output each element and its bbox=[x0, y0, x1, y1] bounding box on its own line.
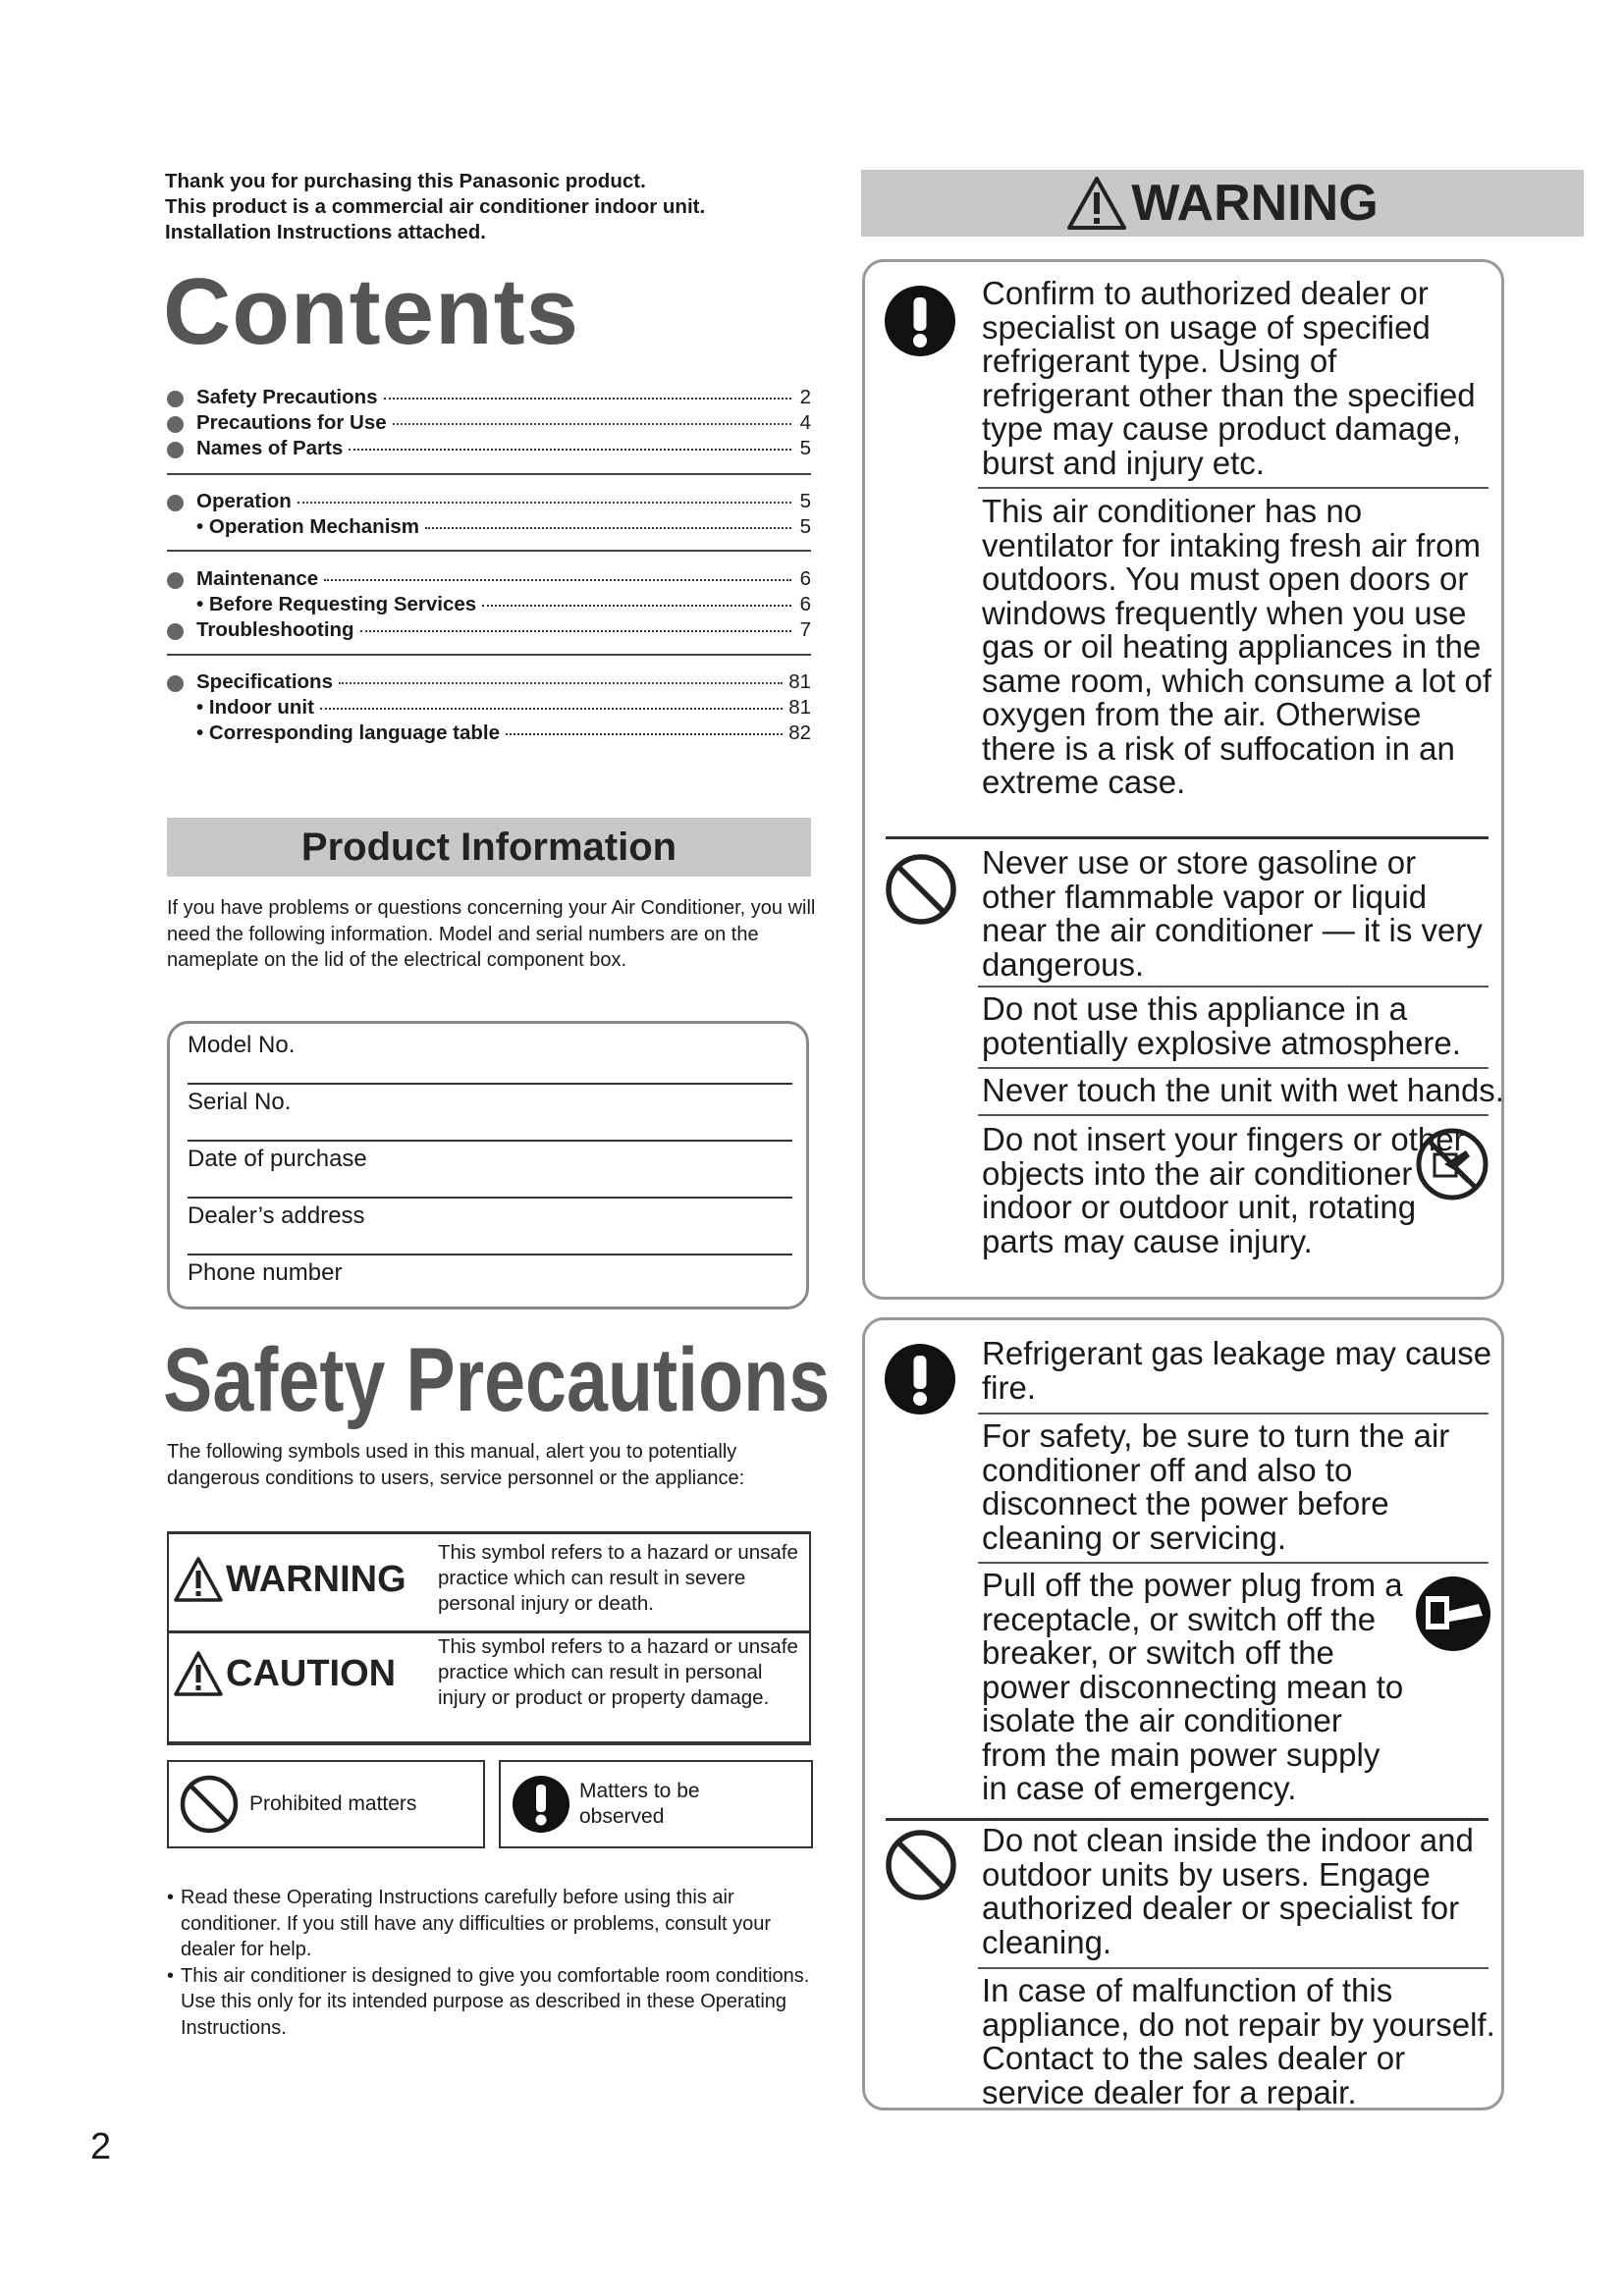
intro-text bbox=[165, 169, 833, 245]
prohibited-icon bbox=[179, 1774, 240, 1835]
symbol-table bbox=[167, 1531, 811, 1745]
warning-divider bbox=[886, 1818, 1489, 1821]
mandatory-icon bbox=[884, 285, 956, 357]
field-line bbox=[188, 1254, 792, 1255]
warning-divider bbox=[978, 1562, 1489, 1564]
contents-title: Contents bbox=[163, 259, 579, 364]
field-line bbox=[188, 1140, 792, 1142]
warning-divider bbox=[978, 1114, 1489, 1116]
bullet-icon bbox=[167, 391, 184, 407]
toc-divider bbox=[167, 473, 811, 475]
warning-triangle-icon bbox=[1066, 176, 1127, 231]
toc-subitem[interactable]: • Before Requesting Services 6 bbox=[196, 593, 811, 615]
mandatory-icon bbox=[511, 1774, 571, 1835]
toc-subitem[interactable]: • Corresponding language table 82 bbox=[196, 721, 811, 744]
warning-no-self-repair: In case of malfunction of this appliance, do not repair by yourself. Contact to the sales dealer or service dealer for a repair. bbox=[982, 1972, 1495, 2110]
no-fingers-icon bbox=[1415, 1127, 1489, 1201]
warning-symbol-label: WARNING bbox=[173, 1556, 406, 1603]
warning-divider bbox=[886, 836, 1489, 839]
prohibited-legend bbox=[167, 1760, 485, 1848]
product-info-form bbox=[167, 1021, 809, 1309]
unplug-icon bbox=[1414, 1575, 1492, 1653]
product-info-text: If you have problems or questions concerning your Air Conditioner, you will need the following information. Model and serial numbers are on the nameplate on the lid of the electrical component box. bbox=[167, 897, 816, 971]
safety-precautions-title: Safety Precautions bbox=[163, 1330, 831, 1430]
field-line bbox=[188, 1083, 792, 1085]
usage-notes bbox=[167, 1885, 815, 2041]
intro-line-1: Thank you for purchasing this Panasonic product. bbox=[165, 170, 646, 192]
toc-divider bbox=[167, 550, 811, 552]
warning-divider bbox=[978, 1967, 1489, 1969]
caution-symbol-label: CAUTION bbox=[173, 1650, 396, 1697]
prohibited-icon bbox=[884, 852, 958, 927]
warning-symbol-desc: This symbol refers to a hazard or unsafe practice which can result in severe personal injury or death. bbox=[438, 1541, 798, 1615]
dealer-address-field[interactable]: Dealer’s address bbox=[188, 1202, 365, 1229]
warning-power-plug: Pull off the power plug from a receptacle, or switch off the breaker, or switch off the power disconnecting mean to isolate the air conditioner from the main power supply in case of emergency. bbox=[982, 1567, 1404, 1806]
prohibited-label: Prohibited matters bbox=[249, 1792, 417, 1815]
bullet-icon bbox=[167, 416, 184, 433]
toc-group-1 bbox=[167, 386, 811, 462]
symbol-table-divider bbox=[169, 1630, 809, 1633]
toc-group-2 bbox=[167, 490, 811, 541]
warning-triangle-icon bbox=[173, 1556, 224, 1603]
warning-divider bbox=[978, 1413, 1489, 1415]
toc-item[interactable]: Troubleshooting 7 bbox=[167, 618, 811, 644]
bullet-icon bbox=[167, 495, 184, 511]
intro-line-2: This product is a commercial air conditioner indoor unit. bbox=[165, 195, 706, 218]
bullet-icon bbox=[167, 623, 184, 640]
warning-wet-hands: Never touch the unit with wet hands. bbox=[982, 1072, 1504, 1108]
warning-refrigerant-type: Confirm to authorized dealer or specialist on usage of specified refrigerant type. Using of refrigerant other than the specified type may cause product damage, burst and injury etc. bbox=[982, 275, 1476, 481]
warning-power-off: For safety, be sure to turn the air conditioner off and also to disconnect the power before cleaning or servicing. bbox=[982, 1417, 1450, 1556]
toc-subitem[interactable]: • Indoor unit 81 bbox=[196, 696, 811, 719]
bullet-icon bbox=[167, 572, 184, 589]
mandatory-icon bbox=[884, 1343, 956, 1415]
safety-intro-text: The following symbols used in this manual, alert you to potentially dangerous conditions to users, service personnel or the appliance: bbox=[167, 1441, 745, 1489]
toc-subitem[interactable]: • Operation Mechanism 5 bbox=[196, 515, 811, 538]
date-of-purchase-field[interactable]: Date of purchase bbox=[188, 1146, 367, 1172]
toc-item[interactable]: Safety Precautions 2 bbox=[167, 386, 811, 411]
bullet-icon bbox=[167, 675, 184, 692]
toc-item[interactable]: Operation 5 bbox=[167, 490, 811, 515]
warning-flammable: Never use or store gasoline or other flammable vapor or liquid near the air conditioner — it is very dangerous. bbox=[982, 844, 1483, 983]
warning-divider bbox=[978, 986, 1489, 988]
product-info-heading: Product Information bbox=[167, 818, 811, 877]
note-item: • Read these Operating Instructions carefully before using this air conditioner. If you still have any difficulties or problems, consult your dealer for help. bbox=[167, 1885, 815, 1963]
phone-number-field[interactable]: Phone number bbox=[188, 1259, 343, 1286]
model-no-field[interactable]: Model No. bbox=[188, 1032, 296, 1058]
serial-no-field[interactable]: Serial No. bbox=[188, 1089, 292, 1115]
field-line bbox=[188, 1197, 792, 1199]
toc-item[interactable]: Names of Parts 5 bbox=[167, 437, 811, 462]
toc-item[interactable]: Precautions for Use 4 bbox=[167, 411, 811, 437]
warning-divider bbox=[978, 1067, 1489, 1069]
warning-divider bbox=[978, 487, 1489, 489]
toc-item[interactable]: Maintenance 6 bbox=[167, 567, 811, 593]
caution-triangle-icon bbox=[173, 1650, 224, 1697]
toc-divider bbox=[167, 654, 811, 656]
caution-symbol-desc: This symbol refers to a hazard or unsafe practice which can result in personal injury or product or property damage. bbox=[438, 1635, 798, 1709]
bullet-icon bbox=[167, 442, 184, 458]
note-item: • This air conditioner is designed to give you comfortable room conditions. Use this only for its intended purpose as described in these Operating Instructions. bbox=[167, 1963, 815, 2042]
prohibited-icon bbox=[884, 1828, 958, 1902]
observed-legend bbox=[499, 1760, 813, 1848]
warning-ventilation: This air conditioner has no ventilator for intaking fresh air from outdoors. You must open doors or windows frequently when you use gas or oil heating appliances in the same room, which consume a lot of oxygen from the air. Otherwise there is a risk of suffocation in an extreme case. bbox=[982, 493, 1492, 800]
warning-heading: WARNING bbox=[861, 170, 1584, 237]
page-number: 2 bbox=[90, 2126, 112, 2167]
toc-group-4 bbox=[167, 670, 811, 747]
warning-explosive: Do not use this appliance in a potentially explosive atmosphere. bbox=[982, 990, 1461, 1061]
warning-fingers: Do not insert your fingers or other objects into the air conditioner indoor or outdoor unit, rotating parts may cause injury. bbox=[982, 1121, 1465, 1259]
warning-gas-leakage: Refrigerant gas leakage may cause fire. bbox=[982, 1335, 1492, 1406]
toc-group-3 bbox=[167, 567, 811, 644]
warning-no-user-cleaning: Do not clean inside the indoor and outdoor units by users. Engage authorized dealer or specialist for cleaning. bbox=[982, 1822, 1474, 1960]
observed-label: Matters to be observed bbox=[579, 1780, 700, 1828]
intro-line-3: Installation Instructions attached. bbox=[165, 221, 486, 243]
toc-item[interactable]: Specifications 81 bbox=[167, 670, 811, 696]
